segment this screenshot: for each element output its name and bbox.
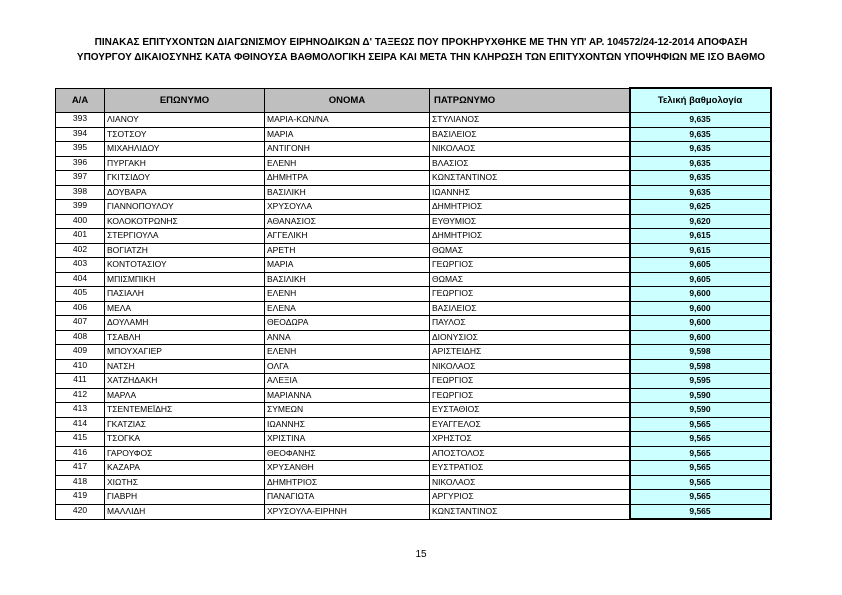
- name-cell: ΑΛΕΞΙΑ: [265, 374, 430, 389]
- name-cell: ΧΡΥΣΟΥΛΑ: [265, 200, 430, 215]
- score-cell: 9,615: [630, 229, 771, 244]
- score-cell: 9,565: [630, 446, 771, 461]
- table-row: [56, 475, 771, 490]
- table-row: [56, 113, 771, 128]
- patronymic-cell: ΓΕΩΡΓΙΟΣ: [430, 388, 630, 403]
- table-row: [56, 258, 771, 273]
- row-number: 407: [56, 316, 105, 331]
- surname-cell: ΔΟΥΒΑΡΑ: [105, 185, 265, 200]
- score-cell: 9,600: [630, 316, 771, 331]
- score-cell: 9,635: [630, 185, 771, 200]
- surname-cell: ΤΣΟΤΣΟΥ: [105, 127, 265, 142]
- table-row: [56, 156, 771, 171]
- row-number: 406: [56, 301, 105, 316]
- table-row: [56, 171, 771, 186]
- row-number: 393: [56, 113, 105, 128]
- patronymic-cell: ΠΑΥΛΟΣ: [430, 316, 630, 331]
- score-cell: 9,600: [630, 301, 771, 316]
- table-row: [56, 272, 771, 287]
- column-header-name: ΟΝΟΜΑ: [265, 88, 430, 113]
- row-number: 405: [56, 287, 105, 302]
- table-row: [56, 432, 771, 447]
- patronymic-cell: ΧΡΗΣΤΟΣ: [430, 432, 630, 447]
- score-cell: 9,565: [630, 490, 771, 505]
- name-cell: ΕΛΕΝΗ: [265, 345, 430, 360]
- name-cell: ΑΘΑΝΑΣΙΟΣ: [265, 214, 430, 229]
- surname-cell: ΤΣΕΝΤΕΜΕΪΔΗΣ: [105, 403, 265, 418]
- name-cell: ΑΓΓΕΛΙΚΗ: [265, 229, 430, 244]
- score-cell: 9,620: [630, 214, 771, 229]
- column-header-final-score: Τελική βαθμολογία: [630, 88, 771, 113]
- row-number: 414: [56, 417, 105, 432]
- table-row: [56, 388, 771, 403]
- score-cell: 9,635: [630, 113, 771, 128]
- score-cell: 9,598: [630, 345, 771, 360]
- surname-cell: ΓΑΡΟΥΦΟΣ: [105, 446, 265, 461]
- name-cell: ΜΑΡΙΑΝΝΑ: [265, 388, 430, 403]
- table-row: [56, 461, 771, 476]
- patronymic-cell: ΒΑΣΙΛΕΙΟΣ: [430, 301, 630, 316]
- row-number: 401: [56, 229, 105, 244]
- row-number: 419: [56, 490, 105, 505]
- patronymic-cell: ΓΕΩΡΓΙΟΣ: [430, 374, 630, 389]
- patronymic-cell: ΔΙΟΝΥΣΙΟΣ: [430, 330, 630, 345]
- row-number: 403: [56, 258, 105, 273]
- row-number: 394: [56, 127, 105, 142]
- row-number: 400: [56, 214, 105, 229]
- name-cell: ΠΑΝΑΓΙΩΤΑ: [265, 490, 430, 505]
- table-row: [56, 446, 771, 461]
- surname-cell: ΓΙΑΝΝΟΠΟΥΛΟΥ: [105, 200, 265, 215]
- row-number: 411: [56, 374, 105, 389]
- table-row: [56, 316, 771, 331]
- row-number: 408: [56, 330, 105, 345]
- score-cell: 9,565: [630, 417, 771, 432]
- score-cell: 9,600: [630, 287, 771, 302]
- name-cell: ΧΡΥΣΑΝΘΗ: [265, 461, 430, 476]
- patronymic-cell: ΘΩΜΑΣ: [430, 272, 630, 287]
- name-cell: ΕΛΕΝΑ: [265, 301, 430, 316]
- row-number: 415: [56, 432, 105, 447]
- row-number: 396: [56, 156, 105, 171]
- table-row: [56, 490, 771, 505]
- name-cell: ΒΑΣΙΛΙΚΗ: [265, 185, 430, 200]
- name-cell: ΕΛΕΝΗ: [265, 287, 430, 302]
- score-cell: 9,595: [630, 374, 771, 389]
- table-row: [56, 229, 771, 244]
- surname-cell: ΜΙΧΑΗΛΙΔΟΥ: [105, 142, 265, 157]
- patronymic-cell: ΓΕΩΡΓΙΟΣ: [430, 287, 630, 302]
- surname-cell: ΝΑΤΣΗ: [105, 359, 265, 374]
- table-row: [56, 214, 771, 229]
- surname-cell: ΤΣΟΓΚΑ: [105, 432, 265, 447]
- name-cell: ΑΝΤΙΓΟΝΗ: [265, 142, 430, 157]
- surname-cell: ΠΑΣΙΑΛΗ: [105, 287, 265, 302]
- score-cell: 9,590: [630, 403, 771, 418]
- column-header-patronymic: ΠΑΤΡΩΝΥΜΟ: [430, 88, 630, 113]
- patronymic-cell: ΔΗΜΗΤΡΙΟΣ: [430, 229, 630, 244]
- name-cell: ΑΝΝΑ: [265, 330, 430, 345]
- column-header-aa: Α/Α: [56, 88, 105, 113]
- surname-cell: ΜΠΟΥΧΑΓΙΕΡ: [105, 345, 265, 360]
- row-number: 416: [56, 446, 105, 461]
- table-row: [56, 374, 771, 389]
- name-cell: ΣΥΜΕΩΝ: [265, 403, 430, 418]
- name-cell: ΜΑΡΙΑ: [265, 258, 430, 273]
- row-number: 395: [56, 142, 105, 157]
- surname-cell: ΜΕΛΑ: [105, 301, 265, 316]
- surname-cell: ΚΑΖΑΡΑ: [105, 461, 265, 476]
- patronymic-cell: ΕΥΑΓΓΕΛΟΣ: [430, 417, 630, 432]
- row-number: 398: [56, 185, 105, 200]
- table-row: [56, 287, 771, 302]
- table-row: [56, 200, 771, 215]
- name-cell: ΟΛΓΑ: [265, 359, 430, 374]
- score-cell: 9,605: [630, 272, 771, 287]
- surname-cell: ΓΚΙΤΣΙΔΟΥ: [105, 171, 265, 186]
- score-cell: 9,565: [630, 475, 771, 490]
- surname-cell: ΒΟΓΙΑΤΖΗ: [105, 243, 265, 258]
- row-number: 417: [56, 461, 105, 476]
- patronymic-cell: ΝΙΚΟΛΑΟΣ: [430, 475, 630, 490]
- patronymic-cell: ΒΛΑΣΙΟΣ: [430, 156, 630, 171]
- row-number: 420: [56, 504, 105, 519]
- document-title-line-2: ΥΠΟΥΡΓΟΥ ΔΙΚΑΙΟΣΥΝΗΣ ΚΑΤΑ ΦΘΙΝΟΥΣΑ ΒΑΘΜΟΛΟΓΙΚΗ ΣΕΙΡΑ ΚΑΙ ΜΕΤΑ ΤΗΝ ΚΛΗΡΩΣΗ ΤΩΝ ΕΠΙΤΥΧΟΝΤΩΝ ΥΠΟΨΗΦΙΩΝ ΜΕ ΙΣΟ ΒΑΘΜΟ: [76, 52, 766, 63]
- row-number: 418: [56, 475, 105, 490]
- score-cell: 9,565: [630, 461, 771, 476]
- name-cell: ΜΑΡΙΑ: [265, 127, 430, 142]
- patronymic-cell: ΕΥΘΥΜΙΟΣ: [430, 214, 630, 229]
- patronymic-cell: ΚΩΝΣΤΑΝΤΙΝΟΣ: [430, 171, 630, 186]
- patronymic-cell: ΕΥΣΤΑΘΙΟΣ: [430, 403, 630, 418]
- name-cell: ΕΛΕΝΗ: [265, 156, 430, 171]
- patronymic-cell: ΝΙΚΟΛΑΟΣ: [430, 359, 630, 374]
- row-number: 397: [56, 171, 105, 186]
- patronymic-cell: ΚΩΝΣΤΑΝΤΙΝΟΣ: [430, 504, 630, 519]
- row-number: 410: [56, 359, 105, 374]
- surname-cell: ΓΙΑΒΡΗ: [105, 490, 265, 505]
- surname-cell: ΠΥΡΓΑΚΗ: [105, 156, 265, 171]
- row-number: 413: [56, 403, 105, 418]
- patronymic-cell: ΘΩΜΑΣ: [430, 243, 630, 258]
- name-cell: ΘΕΟΦΑΝΗΣ: [265, 446, 430, 461]
- surname-cell: ΤΣΑΒΛΗ: [105, 330, 265, 345]
- row-number: 402: [56, 243, 105, 258]
- score-cell: 9,598: [630, 359, 771, 374]
- name-cell: ΙΩΑΝΝΗΣ: [265, 417, 430, 432]
- patronymic-cell: ΑΠΟΣΤΟΛΟΣ: [430, 446, 630, 461]
- score-cell: 9,615: [630, 243, 771, 258]
- table-row: [56, 243, 771, 258]
- name-cell: ΔΗΜΗΤΡΑ: [265, 171, 430, 186]
- patronymic-cell: ΑΡΓΥΡΙΟΣ: [430, 490, 630, 505]
- score-cell: 9,625: [630, 200, 771, 215]
- score-cell: 9,565: [630, 432, 771, 447]
- patronymic-cell: ΙΩΑΝΝΗΣ: [430, 185, 630, 200]
- surname-cell: ΜΠΙΣΜΠΙΚΗ: [105, 272, 265, 287]
- score-cell: 9,605: [630, 258, 771, 273]
- document-title-line-1: ΠΙΝΑΚΑΣ ΕΠΙΤΥΧΟΝΤΩΝ ΔΙΑΓΩΝΙΣΜΟΥ ΕΙΡΗΝΟΔΙΚΩΝ Δ' ΤΑΞΕΩΣ ΠΟΥ ΠΡΟΚΗΡΥΧΘΗΚΕ ΜΕ ΤΗΝ ΥΠ' ΑΡ. 104572/24-12-2014 ΑΠΟΦΑΣΗ: [94, 37, 748, 48]
- surname-cell: ΓΚΑΤΖΙΑΣ: [105, 417, 265, 432]
- surname-cell: ΚΟΝΤΟΤΑΣΙΟΥ: [105, 258, 265, 273]
- name-cell: ΜΑΡΙΑ-ΚΩΝ/ΝΑ: [265, 113, 430, 128]
- score-cell: 9,600: [630, 330, 771, 345]
- score-cell: 9,565: [630, 504, 771, 519]
- surname-cell: ΜΑΛΛΙΔΗ: [105, 504, 265, 519]
- results-table: [55, 87, 772, 520]
- surname-cell: ΜΑΡΛΑ: [105, 388, 265, 403]
- score-cell: 9,635: [630, 171, 771, 186]
- table-row: [56, 142, 771, 157]
- patronymic-cell: ΕΥΣΤΡΑΤΙΟΣ: [430, 461, 630, 476]
- table-row: [56, 301, 771, 316]
- row-number: 409: [56, 345, 105, 360]
- name-cell: ΔΗΜΗΤΡΙΟΣ: [265, 475, 430, 490]
- surname-cell: ΣΤΕΡΓΙΟΥΛΑ: [105, 229, 265, 244]
- table-row: [56, 504, 771, 519]
- score-cell: 9,635: [630, 127, 771, 142]
- score-cell: 9,590: [630, 388, 771, 403]
- table-row: [56, 330, 771, 345]
- table-row: [56, 417, 771, 432]
- table-row: [56, 185, 771, 200]
- patronymic-cell: ΑΡΙΣΤΕΙΔΗΣ: [430, 345, 630, 360]
- surname-cell: ΧΙΩΤΗΣ: [105, 475, 265, 490]
- patronymic-cell: ΓΕΩΡΓΙΟΣ: [430, 258, 630, 273]
- name-cell: ΧΡΙΣΤΙΝΑ: [265, 432, 430, 447]
- row-number: 399: [56, 200, 105, 215]
- score-cell: 9,635: [630, 142, 771, 157]
- patronymic-cell: ΣΤΥΛΙΑΝΟΣ: [430, 113, 630, 128]
- table-row: [56, 403, 771, 418]
- patronymic-cell: ΝΙΚΟΛΑΟΣ: [430, 142, 630, 157]
- patronymic-cell: ΒΑΣΙΛΕΙΟΣ: [430, 127, 630, 142]
- patronymic-cell: ΔΗΜΗΤΡΙΟΣ: [430, 200, 630, 215]
- name-cell: ΑΡΕΤΗ: [265, 243, 430, 258]
- page-number: 15: [415, 549, 427, 560]
- name-cell: ΘΕΟΔΩΡΑ: [265, 316, 430, 331]
- row-number: 412: [56, 388, 105, 403]
- surname-cell: ΧΑΤΖΗΔΑΚΗ: [105, 374, 265, 389]
- column-header-surname: ΕΠΩΝΥΜΟ: [105, 88, 265, 113]
- table-row: [56, 359, 771, 374]
- table-row: [56, 127, 771, 142]
- surname-cell: ΔΟΥΛΑΜΗ: [105, 316, 265, 331]
- row-number: 404: [56, 272, 105, 287]
- score-cell: 9,635: [630, 156, 771, 171]
- table-row: [56, 345, 771, 360]
- table-header-row: [56, 88, 771, 113]
- surname-cell: ΚΟΛΟΚΟΤΡΩΝΗΣ: [105, 214, 265, 229]
- table-body: [56, 113, 771, 520]
- surname-cell: ΛΙΑΝΟΥ: [105, 113, 265, 128]
- name-cell: ΒΑΣΙΛΙΚΗ: [265, 272, 430, 287]
- name-cell: ΧΡΥΣΟΥΛΑ-ΕΙΡΗΝΗ: [265, 504, 430, 519]
